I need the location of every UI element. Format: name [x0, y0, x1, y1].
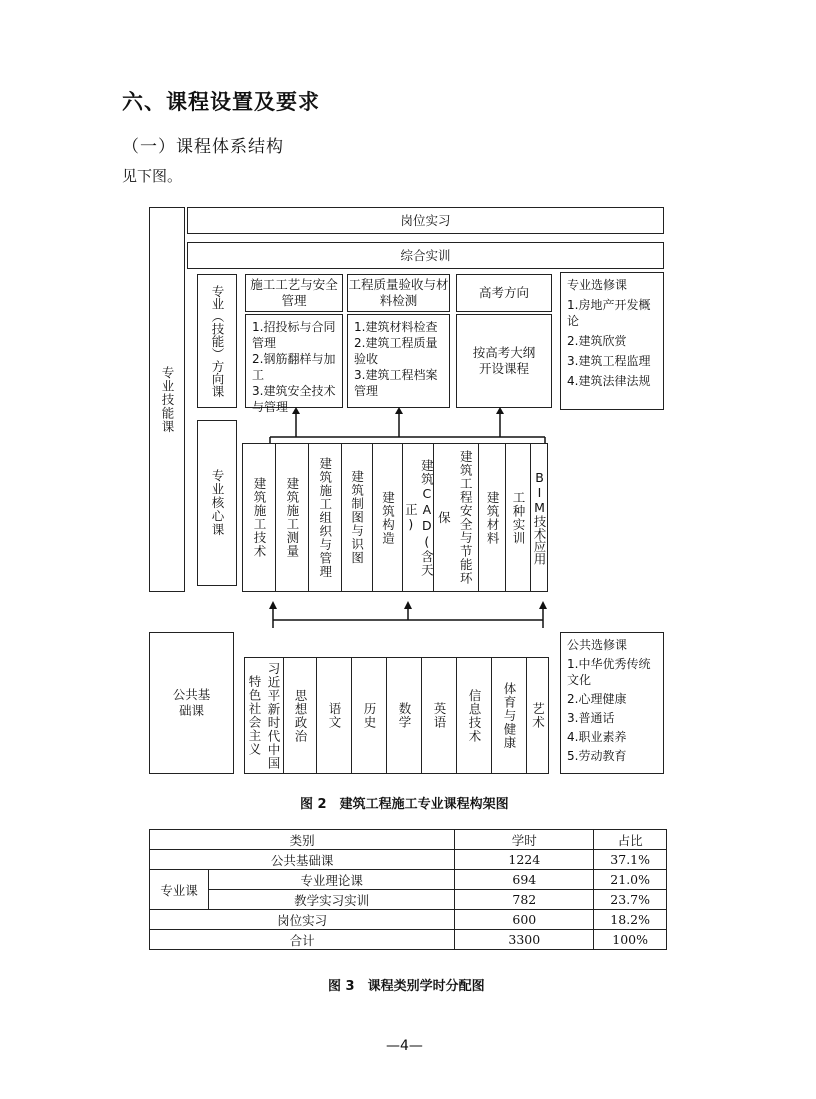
public-elective-item: 5.劳动教育	[567, 749, 627, 763]
core-courses-label: 专业核心课	[197, 420, 237, 586]
professional-elective-item: 4.建筑法律法规	[567, 374, 651, 388]
professional-elective-item: 3.建筑工程监理	[567, 354, 651, 368]
professional-elective-box	[560, 272, 664, 410]
table-cell: 合计	[150, 930, 455, 950]
core-course: 建筑构造	[380, 490, 396, 545]
skill-courses-label: 专业技能课	[149, 207, 185, 592]
table-header: 学时	[455, 830, 594, 850]
public-elective-item: 3.普通话	[567, 711, 615, 725]
direction-col3-title: 高考方向	[456, 274, 552, 312]
public-course: 信息技术	[467, 688, 482, 743]
table-header-row	[150, 830, 667, 850]
table-cell: 专业理论课	[209, 870, 455, 890]
core-course: 建筑工程安全与节能环	[458, 450, 474, 585]
public-courses-box	[244, 657, 549, 774]
table-cell: 600	[455, 910, 594, 930]
public-course: 体育与健康	[502, 681, 517, 750]
table-cell: 教学实习实训	[209, 890, 455, 910]
core-course: 工种实训	[511, 490, 527, 545]
section-heading: 六、课程设置及要求	[122, 90, 320, 114]
core-arrows	[265, 598, 555, 628]
subsection-heading: （一）课程体系结构	[122, 137, 284, 157]
public-elective-box	[560, 632, 664, 774]
table-cell: 18.2%	[594, 910, 667, 930]
professional-elective-item: 1.房地产开发概论	[567, 298, 651, 328]
page-number: —4—	[386, 1038, 423, 1054]
table-row	[150, 890, 667, 910]
table-cell: 3300	[455, 930, 594, 950]
public-elective-item: 4.职业素养	[567, 730, 627, 744]
public-course: 数学	[397, 702, 412, 729]
table-row	[150, 850, 667, 870]
table-row	[150, 910, 667, 930]
direction-col1-title: 施工工艺与安全管理	[245, 274, 343, 312]
public-course: 语文	[327, 702, 342, 729]
table-cell: 694	[455, 870, 594, 890]
direction-col3-items: 按高考大纲开设课程	[456, 314, 552, 408]
table-cell: 公共基础课	[150, 850, 455, 870]
public-course: 英语	[432, 702, 447, 729]
public-course: 特色社会主义	[247, 675, 262, 756]
direction-arrows	[230, 405, 560, 445]
core-course: 建筑制图与识图	[349, 470, 365, 565]
public-course: 艺术	[530, 702, 546, 729]
direction-courses-label: 专业（技能）方向课	[197, 274, 237, 408]
public-basic-label: 公共基础课	[149, 632, 234, 774]
public-course: 历史	[362, 702, 377, 729]
table-cell: 37.1%	[594, 850, 667, 870]
figure2-caption: 图 2 建筑工程施工专业课程构架图	[300, 797, 509, 812]
core-course: 建筑施工技术	[251, 477, 267, 558]
public-elective-item: 1.中华优秀传统文化	[567, 657, 651, 687]
table-group-cell: 专业课	[150, 870, 209, 910]
table-header: 占比	[594, 830, 667, 850]
table-cell: 100%	[594, 930, 667, 950]
table-header: 类别	[150, 830, 455, 850]
table-cell: 岗位实习	[150, 910, 455, 930]
table-row	[150, 870, 667, 890]
figure3-caption: 图 3 课程类别学时分配图	[328, 979, 485, 994]
core-course: 建筑施工测量	[284, 477, 300, 558]
table-cell: 1224	[455, 850, 594, 870]
table-cell: 23.7%	[594, 890, 667, 910]
intro-text: 见下图。	[122, 167, 183, 185]
core-course: 建筑施工组织与管理	[317, 456, 333, 579]
comprehensive-training-box: 综合实训	[187, 242, 664, 269]
professional-elective-title: 专业选修课	[567, 278, 628, 292]
public-elective-item: 2.心理健康	[567, 692, 627, 706]
public-course: 思想政治	[293, 688, 308, 743]
table-cell: 21.0%	[594, 870, 667, 890]
core-courses-box	[242, 443, 548, 592]
core-course: 建筑CAD(含天正)	[403, 458, 435, 577]
direction-col2-items: 1.建筑材料检查 2.建筑工程质量验收 3.建筑工程档案管理	[347, 314, 450, 408]
direction-col1-items: 1.招投标与合同管理 2.钢筋翻样与加工 3.建筑安全技术与管理	[245, 314, 343, 408]
professional-elective-item: 2.建筑欣赏	[567, 334, 627, 348]
internship-box: 岗位实习	[187, 207, 664, 234]
direction-col2-title: 工程质量验收与材料检测	[347, 274, 450, 312]
public-elective-title: 公共选修课	[567, 638, 628, 652]
core-course: BIM技术应用	[531, 470, 547, 565]
table-cell: 782	[455, 890, 594, 910]
core-course: 保	[436, 510, 452, 525]
core-course: 建筑材料	[485, 490, 501, 545]
table-row	[150, 930, 667, 950]
hours-table	[149, 829, 667, 950]
public-course: 习近平新时代中国	[266, 661, 281, 770]
